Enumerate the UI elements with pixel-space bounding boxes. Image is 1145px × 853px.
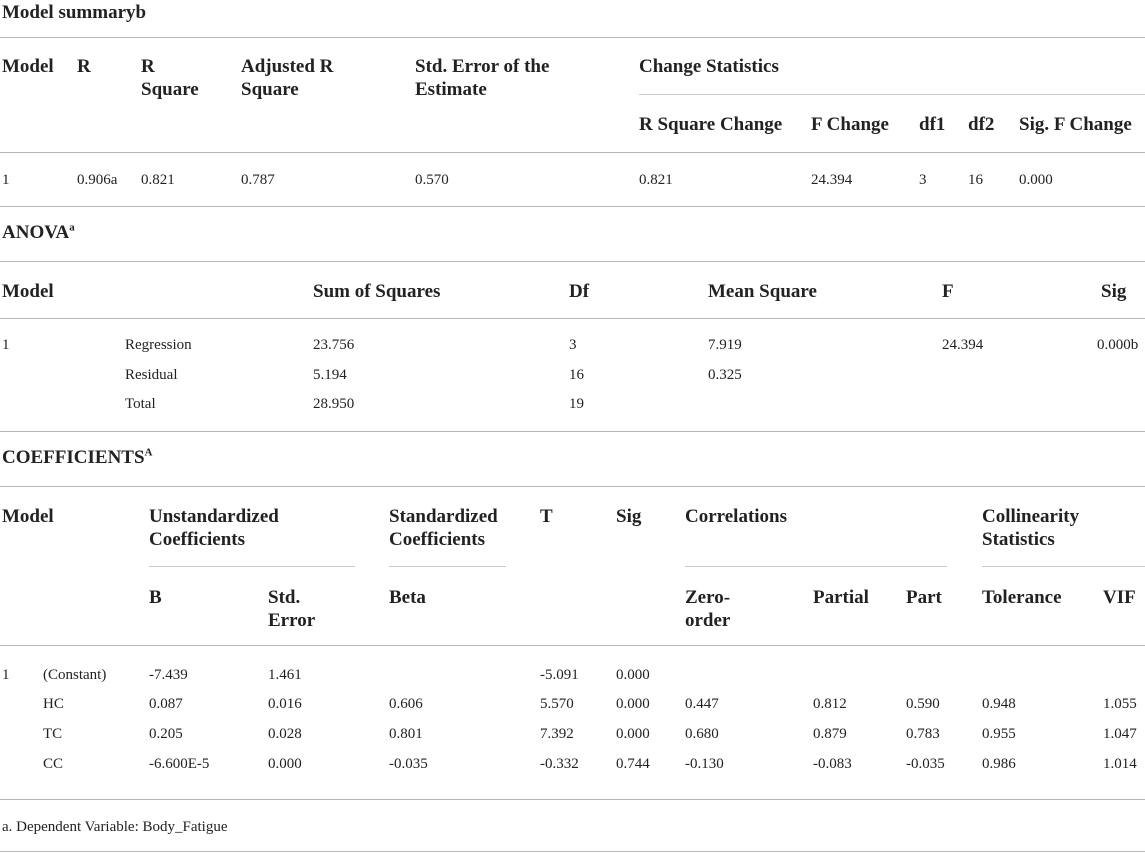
coef-header-zero-order [685,586,730,632]
anova-row-label: Regression [125,337,192,353]
anova-header-sum-sq: Sum of Squares [313,281,441,302]
divider [149,566,355,567]
coef-header-std-error [268,586,315,632]
coef-cell-zero-order: -0.130 [685,756,724,772]
ms-cell-r-square: 0.821 [141,172,175,188]
coef-cell-se: 1.461 [268,667,302,683]
coef-header-unstd [149,505,279,551]
ms-cell-sig-f-change: 0.000 [1019,172,1053,188]
ms-cell-model: 1 [2,172,10,188]
anova-title [2,221,75,244]
coef-header-part: Part [906,587,942,608]
divider [0,261,1145,262]
coef-cell-b: 0.087 [149,696,183,712]
ms-cell-df1: 3 [919,172,927,188]
coef-cell-t: 7.392 [540,726,574,742]
coef-header-collinearity-line2: Statistics [982,529,1055,550]
anova-header-f: F [942,281,954,302]
ms-header-change-statistics: Change Statistics [639,56,779,77]
ms-header-adj-line1: Adjusted R [241,56,334,77]
anova-cell-sum-sq: 23.756 [313,337,355,353]
divider [0,318,1145,319]
ms-header-r: R [77,56,91,77]
coef-cell-vif: 1.047 [1103,726,1137,742]
anova-title-text: ANOVA [2,222,70,243]
coef-cell-se: 0.028 [268,726,302,742]
coef-cell-beta: 0.606 [389,696,423,712]
coef-header-unstd-line2: Coefficients [149,529,246,550]
divider [639,94,1145,95]
divider [0,206,1145,207]
coef-cell-zero-order: 0.680 [685,726,719,742]
coef-row-label: CC [43,756,64,772]
coef-cell-t: 5.570 [540,696,574,712]
coef-cell-model: 1 [2,667,10,683]
ms-cell-f-change: 24.394 [811,172,853,188]
coef-cell-tolerance: 0.986 [982,756,1016,772]
coef-header-correlations: Correlations [685,506,788,527]
coef-header-std-error-line1: Std. [268,587,301,608]
coef-cell-vif: 1.014 [1103,756,1137,772]
model-summary-title: Model summaryb [2,2,147,23]
anova-cell-df: 3 [569,337,577,353]
coef-cell-zero-order: 0.447 [685,696,719,712]
coef-cell-b: -7.439 [149,667,188,683]
coef-header-model: Model [2,506,54,527]
coef-header-t: T [540,506,553,527]
coef-cell-b: -6.600E-5 [149,756,210,772]
coef-row-label: TC [43,726,63,742]
coef-cell-tolerance: 0.948 [982,696,1016,712]
coef-cell-partial: -0.083 [813,756,852,772]
ms-cell-df2: 16 [968,172,983,188]
divider [0,37,1145,38]
coef-cell-se: 0.000 [268,756,302,772]
coef-header-zero-order-line1: Zero- [685,587,731,608]
coef-cell-t: -0.332 [540,756,579,772]
coef-cell-t: -5.091 [540,667,579,683]
anova-header-sig: Sig [1101,281,1127,302]
divider [389,566,506,567]
divider [0,645,1145,646]
coef-cell-partial: 0.879 [813,726,847,742]
anova-cell-sum-sq: 5.194 [313,367,347,383]
ms-header-df1: df1 [919,114,946,135]
divider [685,566,947,567]
coef-row-label: HC [43,696,64,712]
coef-cell-part: 0.783 [906,726,940,742]
coef-row-label: (Constant) [43,667,107,683]
coef-header-std [389,505,498,551]
ms-header-adj-r-square [241,55,333,101]
coef-header-collinearity [982,505,1079,551]
ms-header-std-error-line1: Std. Error of the [415,56,550,77]
anova-row-label: Total [125,396,156,412]
anova-header-mean-sq: Mean Square [708,281,817,302]
ms-header-r-square-line1: R [141,56,155,77]
coef-header-std-line2: Coefficients [389,529,486,550]
coef-cell-beta: -0.035 [389,756,428,772]
divider [0,152,1145,153]
anova-cell-df: 16 [569,367,584,383]
anova-cell-mean-sq: 7.919 [708,337,742,353]
coef-header-zero-order-line2: order [685,610,731,631]
divider [0,431,1145,432]
coef-cell-sig: 0.000 [616,696,650,712]
coef-cell-part: 0.590 [906,696,940,712]
coefficients-title [2,446,152,469]
ms-cell-std-error: 0.570 [415,172,449,188]
coef-cell-sig: 0.000 [616,726,650,742]
ms-cell-r-square-change: 0.821 [639,172,673,188]
anova-title-sup: a [69,221,75,234]
divider [0,851,1145,852]
anova-cell-model: 1 [2,337,10,353]
divider [982,566,1145,567]
ms-cell-adj-r-square: 0.787 [241,172,275,188]
coef-header-unstd-line1: Unstandardized [149,506,279,527]
coef-header-beta: Beta [389,587,426,608]
coef-header-tolerance: Tolerance [982,587,1062,608]
coef-cell-partial: 0.812 [813,696,847,712]
coef-header-vif: VIF [1103,587,1136,608]
ms-cell-r: 0.906a [77,172,118,188]
anova-header-model: Model [2,281,54,302]
anova-row-label: Residual [125,367,178,383]
coef-cell-sig: 0.000 [616,667,650,683]
coef-cell-b: 0.205 [149,726,183,742]
anova-cell-f: 24.394 [942,337,984,353]
coef-header-std-line1: Standardized [389,506,498,527]
footnote: a. Dependent Variable: Body_Fatigue [2,819,228,835]
coef-cell-vif: 1.055 [1103,696,1137,712]
coefficients-title-text: COEFFICIENTS [2,447,145,468]
ms-header-model: Model [2,56,54,77]
ms-header-r-square-change: R Square Change [639,114,783,135]
ms-header-adj-line2: Square [241,79,299,100]
coef-cell-se: 0.016 [268,696,302,712]
ms-header-df2: df2 [968,114,995,135]
divider [0,486,1145,487]
coef-header-sig: Sig [616,506,642,527]
coef-header-b: B [149,587,162,608]
coef-header-std-error-line2: Error [268,610,316,631]
anova-cell-mean-sq: 0.325 [708,367,742,383]
coef-cell-part: -0.035 [906,756,945,772]
ms-header-r-square [141,55,199,101]
coef-header-partial: Partial [813,587,869,608]
coef-cell-sig: 0.744 [616,756,650,772]
anova-header-df: Df [569,281,590,302]
anova-cell-df: 19 [569,396,584,412]
coef-header-collinearity-line1: Collinearity [982,506,1080,527]
anova-cell-sum-sq: 28.950 [313,396,355,412]
anova-cell-sig: 0.000b [1097,337,1139,353]
ms-header-r-square-line2: Square [141,79,199,100]
ms-header-f-change: F Change [811,114,889,135]
ms-header-std-error [415,55,549,101]
coef-cell-tolerance: 0.955 [982,726,1016,742]
coef-cell-beta: 0.801 [389,726,423,742]
coefficients-title-sup: A [144,446,153,459]
divider [0,799,1145,800]
ms-header-sig-f-change: Sig. F Change [1019,114,1132,135]
ms-header-std-error-line2: Estimate [415,79,487,100]
